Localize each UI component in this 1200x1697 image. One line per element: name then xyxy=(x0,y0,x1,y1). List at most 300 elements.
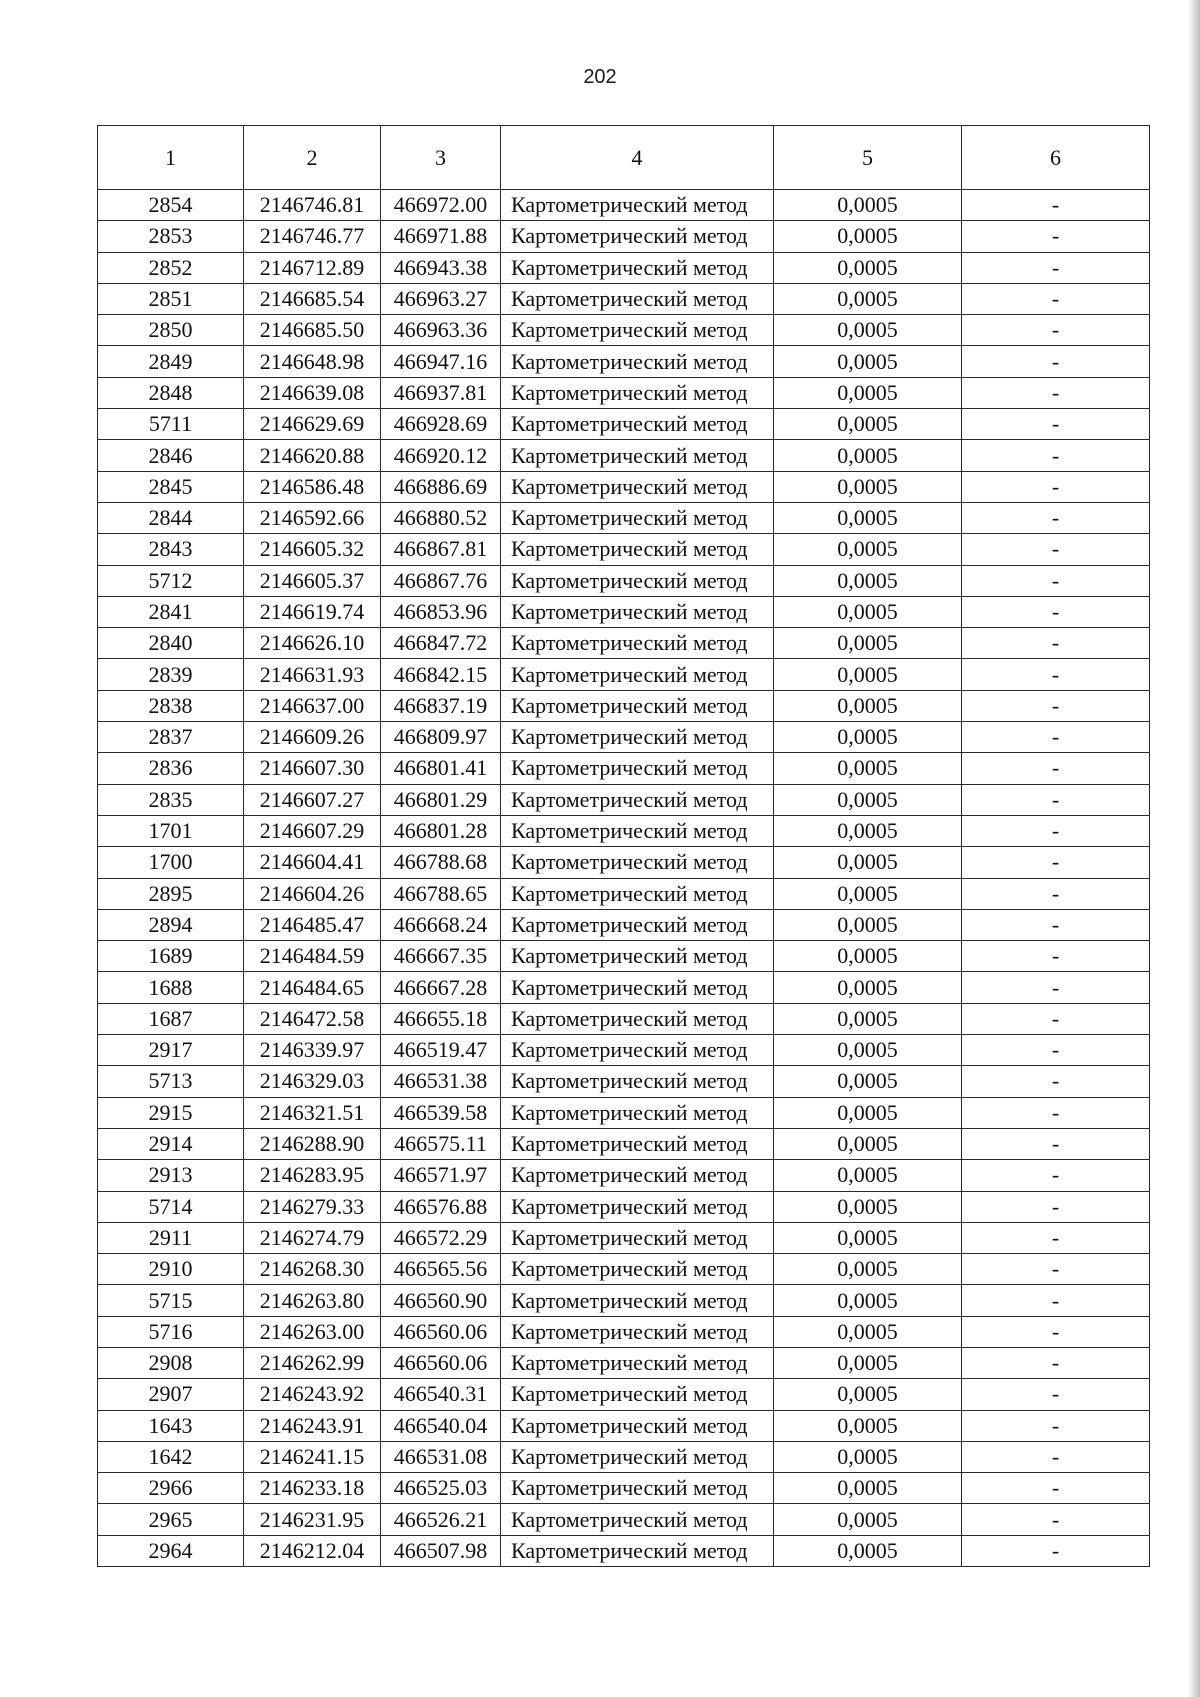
x-coordinate-cell: 2146648.98 xyxy=(244,346,381,377)
precision-cell: 0,0005 xyxy=(774,784,962,815)
point-number-cell: 2850 xyxy=(98,315,244,346)
x-coordinate-cell: 2146274.79 xyxy=(244,1222,381,1253)
point-number-cell: 1642 xyxy=(98,1441,244,1472)
note-cell: - xyxy=(962,1441,1150,1472)
point-number-cell: 1687 xyxy=(98,1003,244,1034)
point-number-cell: 2965 xyxy=(98,1504,244,1535)
y-coordinate-cell: 466867.81 xyxy=(381,534,501,565)
table-row xyxy=(98,1347,1150,1378)
precision-cell: 0,0005 xyxy=(774,690,962,721)
precision-cell: 0,0005 xyxy=(774,1003,962,1034)
method-cell: Картометрический метод xyxy=(501,1066,774,1097)
method-cell: Картометрический метод xyxy=(501,815,774,846)
precision-cell: 0,0005 xyxy=(774,941,962,972)
x-coordinate-cell: 2146631.93 xyxy=(244,659,381,690)
x-coordinate-cell: 2146592.66 xyxy=(244,502,381,533)
y-coordinate-cell: 466539.58 xyxy=(381,1097,501,1128)
x-coordinate-cell: 2146233.18 xyxy=(244,1473,381,1504)
method-cell: Картометрический метод xyxy=(501,565,774,596)
point-number-cell: 2907 xyxy=(98,1379,244,1410)
column-header: 2 xyxy=(244,126,381,190)
point-number-cell: 2895 xyxy=(98,878,244,909)
method-cell: Картометрический метод xyxy=(501,878,774,909)
table-row xyxy=(98,1003,1150,1034)
method-cell: Картометрический метод xyxy=(501,1410,774,1441)
table-row xyxy=(98,690,1150,721)
precision-cell: 0,0005 xyxy=(774,1097,962,1128)
precision-cell: 0,0005 xyxy=(774,534,962,565)
note-cell: - xyxy=(962,1504,1150,1535)
precision-cell: 0,0005 xyxy=(774,815,962,846)
y-coordinate-cell: 466572.29 xyxy=(381,1222,501,1253)
x-coordinate-cell: 2146605.32 xyxy=(244,534,381,565)
page-number: 202 xyxy=(583,66,617,88)
precision-cell: 0,0005 xyxy=(774,847,962,878)
column-header: 5 xyxy=(774,126,962,190)
method-cell: Картометрический метод xyxy=(501,190,774,221)
note-cell: - xyxy=(962,1347,1150,1378)
y-coordinate-cell: 466540.31 xyxy=(381,1379,501,1410)
y-coordinate-cell: 466560.06 xyxy=(381,1347,501,1378)
y-coordinate-cell: 466668.24 xyxy=(381,909,501,940)
method-cell: Картометрический метод xyxy=(501,659,774,690)
y-coordinate-cell: 466667.28 xyxy=(381,972,501,1003)
x-coordinate-cell: 2146243.91 xyxy=(244,1410,381,1441)
precision-cell: 0,0005 xyxy=(774,1316,962,1347)
method-cell: Картометрический метод xyxy=(501,628,774,659)
point-number-cell: 2854 xyxy=(98,190,244,221)
y-coordinate-cell: 466937.81 xyxy=(381,377,501,408)
point-number-cell: 2913 xyxy=(98,1160,244,1191)
precision-cell: 0,0005 xyxy=(774,596,962,627)
note-cell: - xyxy=(962,315,1150,346)
y-coordinate-cell: 466963.27 xyxy=(381,283,501,314)
table-row xyxy=(98,377,1150,408)
point-number-cell: 2917 xyxy=(98,1035,244,1066)
method-cell: Картометрический метод xyxy=(501,690,774,721)
x-coordinate-cell: 2146472.58 xyxy=(244,1003,381,1034)
point-number-cell: 2840 xyxy=(98,628,244,659)
table-row xyxy=(98,1285,1150,1316)
table-row xyxy=(98,722,1150,753)
table-row xyxy=(98,1066,1150,1097)
method-cell: Картометрический метод xyxy=(501,1003,774,1034)
note-cell: - xyxy=(962,1066,1150,1097)
method-cell: Картометрический метод xyxy=(501,909,774,940)
method-cell: Картометрический метод xyxy=(501,1035,774,1066)
table-row xyxy=(98,878,1150,909)
precision-cell: 0,0005 xyxy=(774,972,962,1003)
precision-cell: 0,0005 xyxy=(774,377,962,408)
precision-cell: 0,0005 xyxy=(774,659,962,690)
point-number-cell: 5716 xyxy=(98,1316,244,1347)
point-number-cell: 5715 xyxy=(98,1285,244,1316)
y-coordinate-cell: 466971.88 xyxy=(381,221,501,252)
note-cell: - xyxy=(962,628,1150,659)
method-cell: Картометрический метод xyxy=(501,1097,774,1128)
table-row xyxy=(98,315,1150,346)
point-number-cell: 1700 xyxy=(98,847,244,878)
note-cell: - xyxy=(962,409,1150,440)
table-row xyxy=(98,847,1150,878)
method-cell: Картометрический метод xyxy=(501,534,774,565)
precision-cell: 0,0005 xyxy=(774,1535,962,1566)
note-cell: - xyxy=(962,221,1150,252)
precision-cell: 0,0005 xyxy=(774,1191,962,1222)
y-coordinate-cell: 466809.97 xyxy=(381,722,501,753)
point-number-cell: 2894 xyxy=(98,909,244,940)
method-cell: Картометрический метод xyxy=(501,283,774,314)
precision-cell: 0,0005 xyxy=(774,1441,962,1472)
note-cell: - xyxy=(962,565,1150,596)
x-coordinate-cell: 2146685.54 xyxy=(244,283,381,314)
table-row xyxy=(98,1316,1150,1347)
y-coordinate-cell: 466880.52 xyxy=(381,502,501,533)
point-number-cell: 2837 xyxy=(98,722,244,753)
y-coordinate-cell: 466867.76 xyxy=(381,565,501,596)
point-number-cell: 1643 xyxy=(98,1410,244,1441)
point-number-cell: 2836 xyxy=(98,753,244,784)
note-cell: - xyxy=(962,1222,1150,1253)
method-cell: Картометрический метод xyxy=(501,972,774,1003)
y-coordinate-cell: 466531.08 xyxy=(381,1441,501,1472)
precision-cell: 0,0005 xyxy=(774,1504,962,1535)
precision-cell: 0,0005 xyxy=(774,722,962,753)
precision-cell: 0,0005 xyxy=(774,878,962,909)
note-cell: - xyxy=(962,252,1150,283)
method-cell: Картометрический метод xyxy=(501,1504,774,1535)
note-cell: - xyxy=(962,1535,1150,1566)
method-cell: Картометрический метод xyxy=(501,1379,774,1410)
y-coordinate-cell: 466519.47 xyxy=(381,1035,501,1066)
precision-cell: 0,0005 xyxy=(774,909,962,940)
precision-cell: 0,0005 xyxy=(774,471,962,502)
point-number-cell: 2844 xyxy=(98,502,244,533)
precision-cell: 0,0005 xyxy=(774,628,962,659)
column-header: 4 xyxy=(501,126,774,190)
point-number-cell: 2839 xyxy=(98,659,244,690)
x-coordinate-cell: 2146712.89 xyxy=(244,252,381,283)
y-coordinate-cell: 466575.11 xyxy=(381,1128,501,1159)
precision-cell: 0,0005 xyxy=(774,502,962,533)
note-cell: - xyxy=(962,753,1150,784)
precision-cell: 0,0005 xyxy=(774,190,962,221)
point-number-cell: 2835 xyxy=(98,784,244,815)
note-cell: - xyxy=(962,502,1150,533)
point-number-cell: 2845 xyxy=(98,471,244,502)
method-cell: Картометрический метод xyxy=(501,1473,774,1504)
x-coordinate-cell: 2146263.80 xyxy=(244,1285,381,1316)
x-coordinate-cell: 2146263.00 xyxy=(244,1316,381,1347)
y-coordinate-cell: 466565.56 xyxy=(381,1254,501,1285)
point-number-cell: 1701 xyxy=(98,815,244,846)
note-cell: - xyxy=(962,909,1150,940)
precision-cell: 0,0005 xyxy=(774,1254,962,1285)
table-row xyxy=(98,409,1150,440)
y-coordinate-cell: 466853.96 xyxy=(381,596,501,627)
precision-cell: 0,0005 xyxy=(774,1379,962,1410)
point-number-cell: 2841 xyxy=(98,596,244,627)
point-number-cell: 2838 xyxy=(98,690,244,721)
method-cell: Картометрический метод xyxy=(501,847,774,878)
table-row xyxy=(98,346,1150,377)
y-coordinate-cell: 466507.98 xyxy=(381,1535,501,1566)
y-coordinate-cell: 466655.18 xyxy=(381,1003,501,1034)
precision-cell: 0,0005 xyxy=(774,1066,962,1097)
y-coordinate-cell: 466576.88 xyxy=(381,1191,501,1222)
precision-cell: 0,0005 xyxy=(774,1035,962,1066)
method-cell: Картометрический метод xyxy=(501,1535,774,1566)
x-coordinate-cell: 2146626.10 xyxy=(244,628,381,659)
table-row xyxy=(98,440,1150,471)
precision-cell: 0,0005 xyxy=(774,1160,962,1191)
note-cell: - xyxy=(962,1254,1150,1285)
table-row xyxy=(98,1535,1150,1566)
x-coordinate-cell: 2146609.26 xyxy=(244,722,381,753)
point-number-cell: 1688 xyxy=(98,972,244,1003)
method-cell: Картометрический метод xyxy=(501,784,774,815)
note-cell: - xyxy=(962,346,1150,377)
point-number-cell: 2846 xyxy=(98,440,244,471)
table-row xyxy=(98,221,1150,252)
y-coordinate-cell: 466801.28 xyxy=(381,815,501,846)
table-row xyxy=(98,753,1150,784)
y-coordinate-cell: 466560.90 xyxy=(381,1285,501,1316)
method-cell: Картометрический метод xyxy=(501,1128,774,1159)
point-number-cell: 2908 xyxy=(98,1347,244,1378)
coordinates-table xyxy=(97,125,1150,1567)
precision-cell: 0,0005 xyxy=(774,1222,962,1253)
point-number-cell: 2848 xyxy=(98,377,244,408)
table-row xyxy=(98,534,1150,565)
note-cell: - xyxy=(962,878,1150,909)
method-cell: Картометрический метод xyxy=(501,221,774,252)
point-number-cell: 2853 xyxy=(98,221,244,252)
method-cell: Картометрический метод xyxy=(501,409,774,440)
x-coordinate-cell: 2146619.74 xyxy=(244,596,381,627)
table-row xyxy=(98,190,1150,221)
y-coordinate-cell: 466943.38 xyxy=(381,252,501,283)
note-cell: - xyxy=(962,1285,1150,1316)
point-number-cell: 2911 xyxy=(98,1222,244,1253)
x-coordinate-cell: 2146629.69 xyxy=(244,409,381,440)
method-cell: Картометрический метод xyxy=(501,346,774,377)
x-coordinate-cell: 2146268.30 xyxy=(244,1254,381,1285)
point-number-cell: 5713 xyxy=(98,1066,244,1097)
precision-cell: 0,0005 xyxy=(774,252,962,283)
note-cell: - xyxy=(962,1003,1150,1034)
method-cell: Картометрический метод xyxy=(501,252,774,283)
y-coordinate-cell: 466847.72 xyxy=(381,628,501,659)
x-coordinate-cell: 2146604.26 xyxy=(244,878,381,909)
method-cell: Картометрический метод xyxy=(501,1347,774,1378)
note-cell: - xyxy=(962,847,1150,878)
table-row xyxy=(98,1128,1150,1159)
table-row xyxy=(98,252,1150,283)
table-row xyxy=(98,1379,1150,1410)
column-header: 1 xyxy=(98,126,244,190)
note-cell: - xyxy=(962,596,1150,627)
y-coordinate-cell: 466525.03 xyxy=(381,1473,501,1504)
x-coordinate-cell: 2146321.51 xyxy=(244,1097,381,1128)
method-cell: Картометрический метод xyxy=(501,502,774,533)
x-coordinate-cell: 2146620.88 xyxy=(244,440,381,471)
x-coordinate-cell: 2146639.08 xyxy=(244,377,381,408)
x-coordinate-cell: 2146605.37 xyxy=(244,565,381,596)
precision-cell: 0,0005 xyxy=(774,440,962,471)
method-cell: Картометрический метод xyxy=(501,1222,774,1253)
note-cell: - xyxy=(962,283,1150,314)
table-row xyxy=(98,659,1150,690)
y-coordinate-cell: 466842.15 xyxy=(381,659,501,690)
x-coordinate-cell: 2146607.27 xyxy=(244,784,381,815)
point-number-cell: 2966 xyxy=(98,1473,244,1504)
x-coordinate-cell: 2146288.90 xyxy=(244,1128,381,1159)
table-row xyxy=(98,1473,1150,1504)
table-row xyxy=(98,1222,1150,1253)
note-cell: - xyxy=(962,471,1150,502)
method-cell: Картометрический метод xyxy=(501,377,774,408)
table-row xyxy=(98,502,1150,533)
x-coordinate-cell: 2146329.03 xyxy=(244,1066,381,1097)
precision-cell: 0,0005 xyxy=(774,1128,962,1159)
y-coordinate-cell: 466801.41 xyxy=(381,753,501,784)
note-cell: - xyxy=(962,690,1150,721)
point-number-cell: 2915 xyxy=(98,1097,244,1128)
point-number-cell: 5714 xyxy=(98,1191,244,1222)
table-row xyxy=(98,784,1150,815)
x-coordinate-cell: 2146212.04 xyxy=(244,1535,381,1566)
method-cell: Картометрический метод xyxy=(501,1285,774,1316)
point-number-cell: 2851 xyxy=(98,283,244,314)
method-cell: Картометрический метод xyxy=(501,1160,774,1191)
point-number-cell: 2910 xyxy=(98,1254,244,1285)
note-cell: - xyxy=(962,1160,1150,1191)
table-row xyxy=(98,1035,1150,1066)
table-row xyxy=(98,815,1150,846)
column-header: 6 xyxy=(962,126,1150,190)
precision-cell: 0,0005 xyxy=(774,753,962,784)
x-coordinate-cell: 2146586.48 xyxy=(244,471,381,502)
y-coordinate-cell: 466837.19 xyxy=(381,690,501,721)
table-row xyxy=(98,1254,1150,1285)
note-cell: - xyxy=(962,784,1150,815)
note-cell: - xyxy=(962,1035,1150,1066)
x-coordinate-cell: 2146484.65 xyxy=(244,972,381,1003)
point-number-cell: 5711 xyxy=(98,409,244,440)
table-row xyxy=(98,1410,1150,1441)
x-coordinate-cell: 2146241.15 xyxy=(244,1441,381,1472)
table-row xyxy=(98,909,1150,940)
page-edge-shadow xyxy=(1188,0,1200,1697)
x-coordinate-cell: 2146279.33 xyxy=(244,1191,381,1222)
y-coordinate-cell: 466526.21 xyxy=(381,1504,501,1535)
y-coordinate-cell: 466531.38 xyxy=(381,1066,501,1097)
y-coordinate-cell: 466788.65 xyxy=(381,878,501,909)
point-number-cell: 5712 xyxy=(98,565,244,596)
method-cell: Картометрический метод xyxy=(501,315,774,346)
x-coordinate-cell: 2146637.00 xyxy=(244,690,381,721)
note-cell: - xyxy=(962,659,1150,690)
method-cell: Картометрический метод xyxy=(501,1191,774,1222)
x-coordinate-cell: 2146485.47 xyxy=(244,909,381,940)
y-coordinate-cell: 466886.69 xyxy=(381,471,501,502)
method-cell: Картометрический метод xyxy=(501,722,774,753)
method-cell: Картометрический метод xyxy=(501,596,774,627)
table-row xyxy=(98,1097,1150,1128)
table-header xyxy=(98,126,1150,190)
method-cell: Картометрический метод xyxy=(501,440,774,471)
precision-cell: 0,0005 xyxy=(774,1347,962,1378)
precision-cell: 0,0005 xyxy=(774,315,962,346)
precision-cell: 0,0005 xyxy=(774,1410,962,1441)
note-cell: - xyxy=(962,815,1150,846)
precision-cell: 0,0005 xyxy=(774,221,962,252)
note-cell: - xyxy=(962,1191,1150,1222)
y-coordinate-cell: 466801.29 xyxy=(381,784,501,815)
method-cell: Картометрический метод xyxy=(501,941,774,972)
note-cell: - xyxy=(962,941,1150,972)
table-row xyxy=(98,1160,1150,1191)
method-cell: Картометрический метод xyxy=(501,1316,774,1347)
x-coordinate-cell: 2146283.95 xyxy=(244,1160,381,1191)
table-row xyxy=(98,283,1150,314)
table-row xyxy=(98,471,1150,502)
note-cell: - xyxy=(962,440,1150,471)
note-cell: - xyxy=(962,972,1150,1003)
table-row xyxy=(98,1441,1150,1472)
x-coordinate-cell: 2146262.99 xyxy=(244,1347,381,1378)
x-coordinate-cell: 2146746.77 xyxy=(244,221,381,252)
note-cell: - xyxy=(962,534,1150,565)
point-number-cell: 2852 xyxy=(98,252,244,283)
x-coordinate-cell: 2146484.59 xyxy=(244,941,381,972)
point-number-cell: 2964 xyxy=(98,1535,244,1566)
note-cell: - xyxy=(962,377,1150,408)
x-coordinate-cell: 2146604.41 xyxy=(244,847,381,878)
x-coordinate-cell: 2146231.95 xyxy=(244,1504,381,1535)
note-cell: - xyxy=(962,1473,1150,1504)
note-cell: - xyxy=(962,1316,1150,1347)
precision-cell: 0,0005 xyxy=(774,1473,962,1504)
table-row xyxy=(98,941,1150,972)
note-cell: - xyxy=(962,1128,1150,1159)
table-row xyxy=(98,1191,1150,1222)
note-cell: - xyxy=(962,1097,1150,1128)
note-cell: - xyxy=(962,1410,1150,1441)
point-number-cell: 2843 xyxy=(98,534,244,565)
y-coordinate-cell: 466947.16 xyxy=(381,346,501,377)
table-row xyxy=(98,972,1150,1003)
precision-cell: 0,0005 xyxy=(774,409,962,440)
coordinates-table-container xyxy=(97,125,1149,1567)
x-coordinate-cell: 2146243.92 xyxy=(244,1379,381,1410)
y-coordinate-cell: 466540.04 xyxy=(381,1410,501,1441)
precision-cell: 0,0005 xyxy=(774,283,962,314)
table-body xyxy=(98,190,1150,1567)
table-row xyxy=(98,628,1150,659)
y-coordinate-cell: 466571.97 xyxy=(381,1160,501,1191)
table-row xyxy=(98,596,1150,627)
y-coordinate-cell: 466788.68 xyxy=(381,847,501,878)
y-coordinate-cell: 466963.36 xyxy=(381,315,501,346)
y-coordinate-cell: 466972.00 xyxy=(381,190,501,221)
table-row xyxy=(98,565,1150,596)
precision-cell: 0,0005 xyxy=(774,565,962,596)
method-cell: Картометрический метод xyxy=(501,1441,774,1472)
y-coordinate-cell: 466667.35 xyxy=(381,941,501,972)
note-cell: - xyxy=(962,722,1150,753)
